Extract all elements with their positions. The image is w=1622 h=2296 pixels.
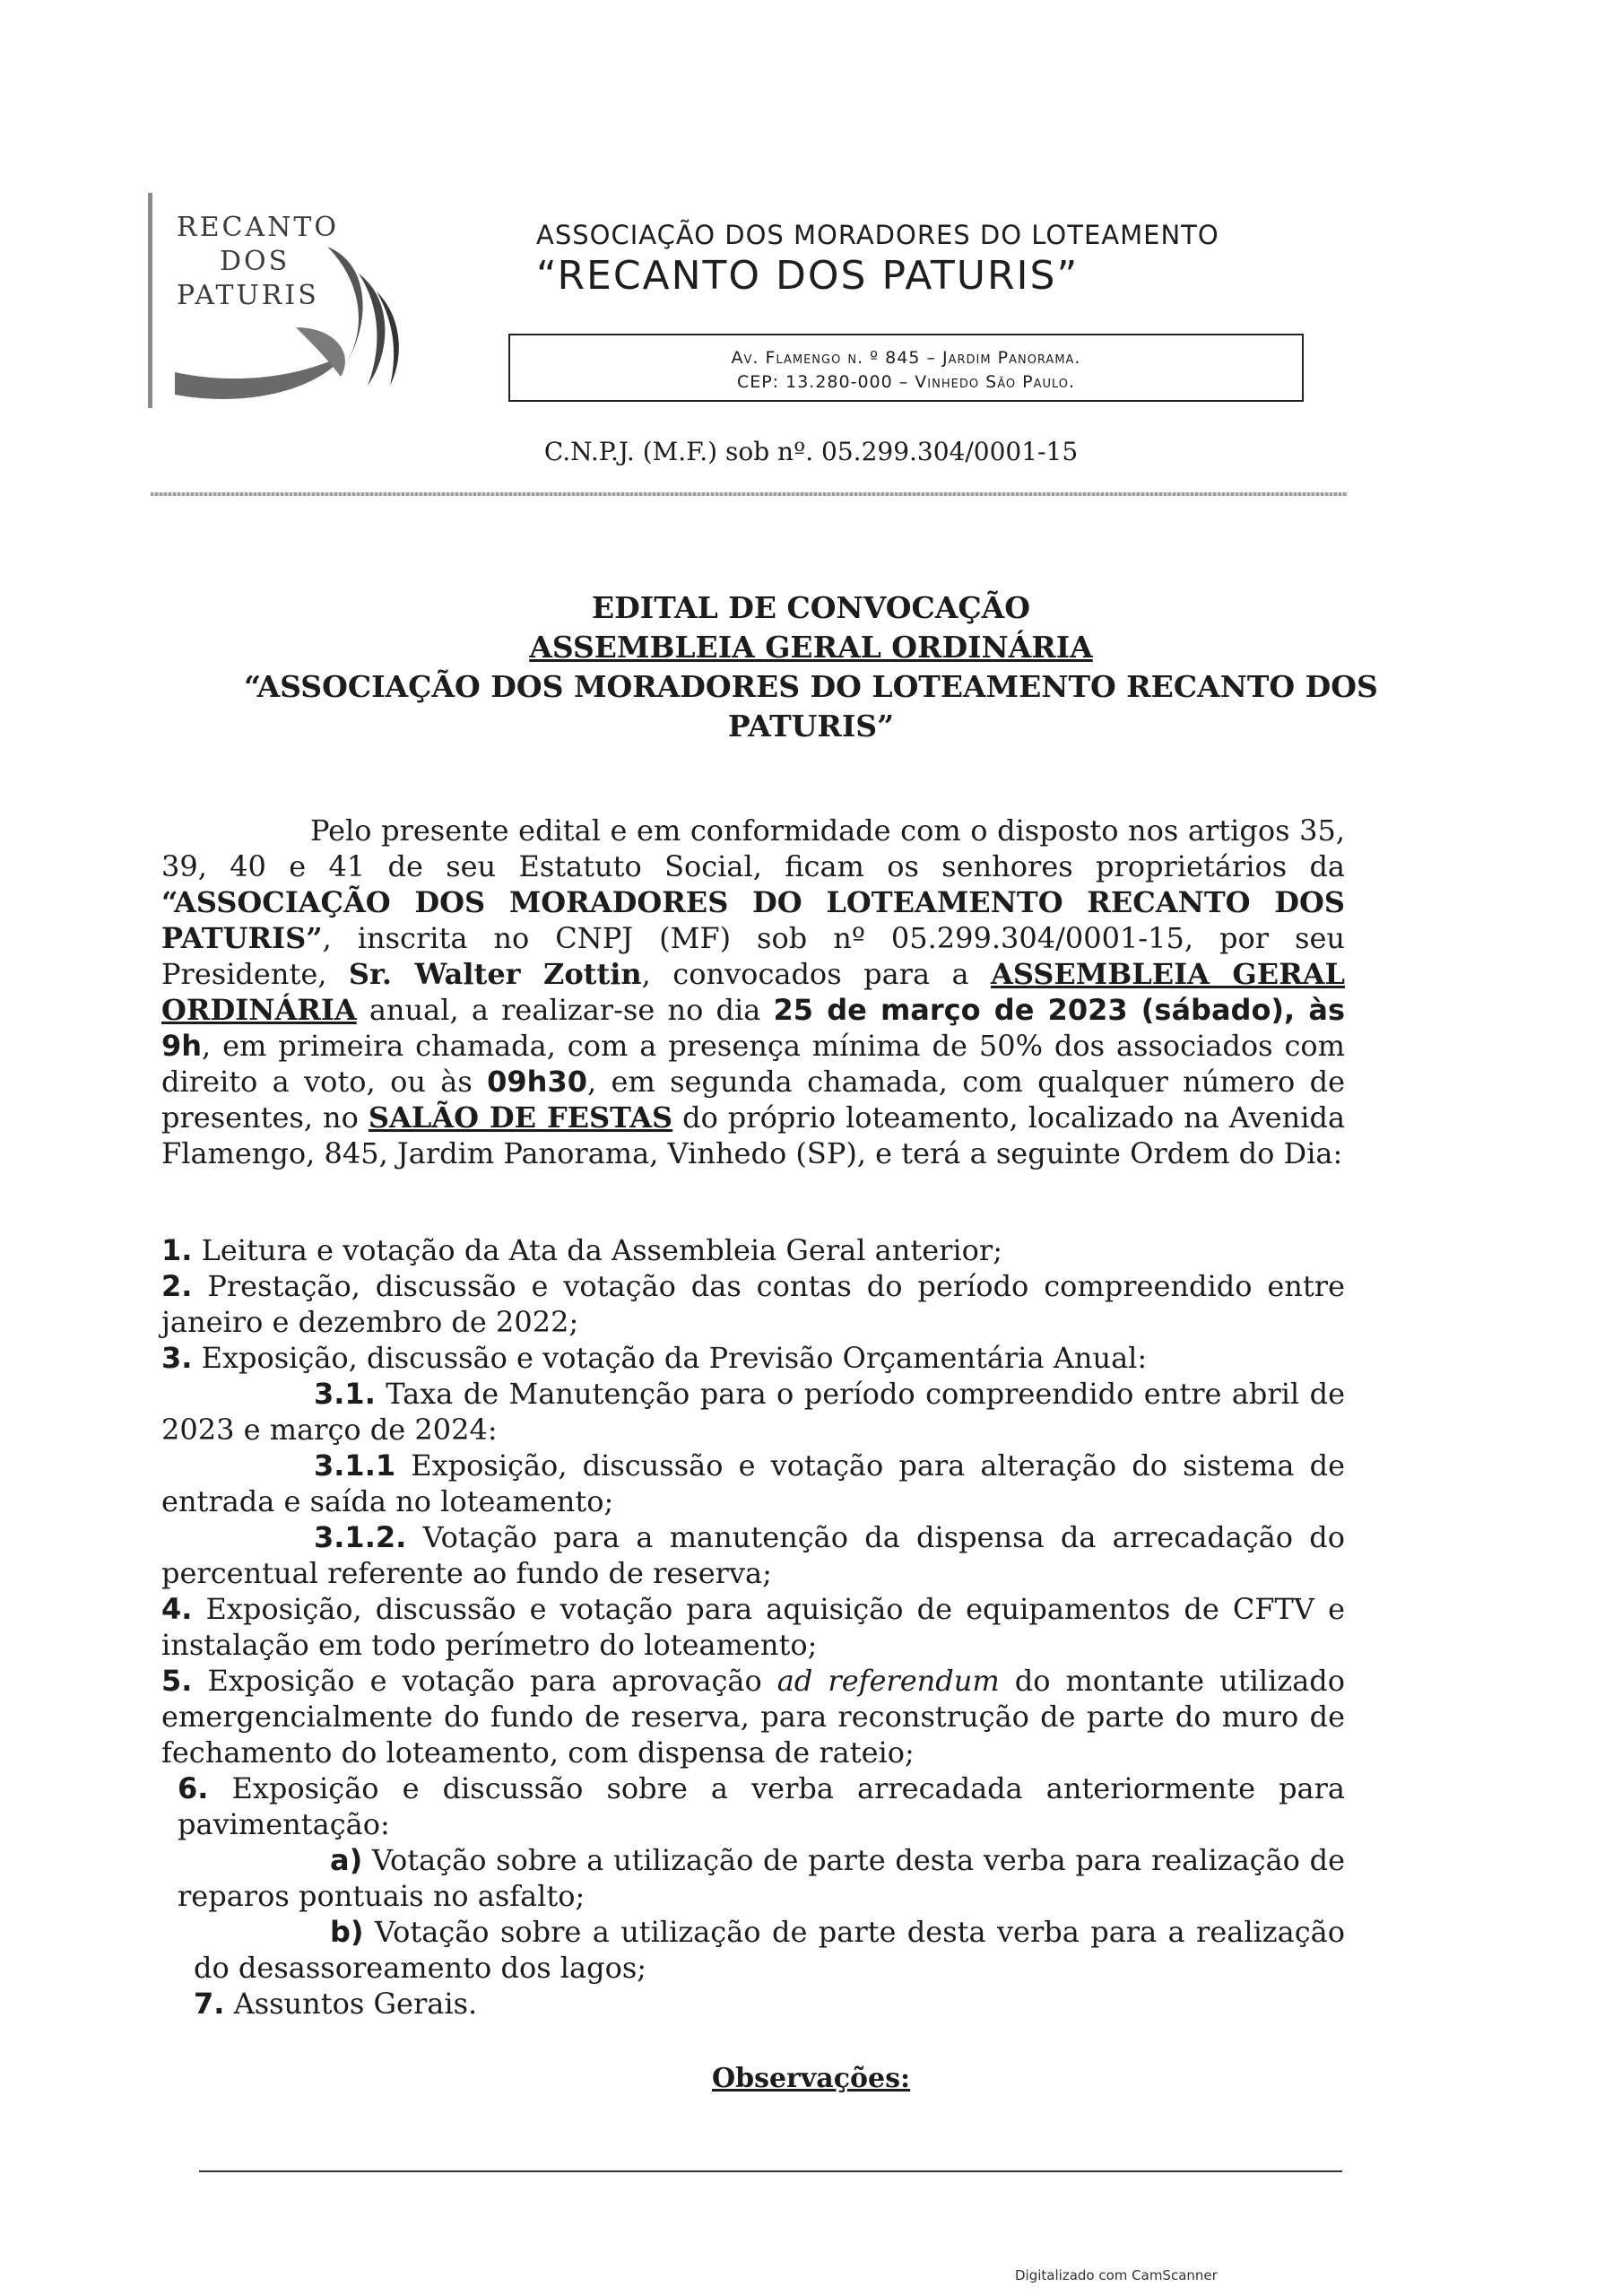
footer-divider xyxy=(199,2170,1342,2172)
logo-text-line2: DOS xyxy=(220,246,291,277)
agenda-item-2: 2. Prestação, discussão e votação das contas do período compreendido entre janeiro e dezembro de 2022; xyxy=(161,1269,1345,1339)
association-logo xyxy=(148,193,435,408)
document-title: EDITAL DE CONVOCAÇÃO xyxy=(592,590,1030,625)
header-divider xyxy=(151,492,1348,496)
intro-text-2: , inscrita no CNPJ (MF) sob nº 05.299.304/0001-15, por seu Presidente, xyxy=(161,921,1345,991)
address-line1: Av. Flamengo n. º 845 – Jardim Panorama. xyxy=(731,348,1081,368)
intro-text-7: do próprio loteamento, localizado na Avenida Flamengo, 845, Jardim Panorama, Vinhedo (SP), e terá a seguinte Ordem do Dia: xyxy=(161,1100,1346,1170)
observations-heading: Observações: xyxy=(711,2063,911,2094)
agenda-item-6: 6. Exposição e discussão sobre a verba arrecadada anteriormente para pavimentação: xyxy=(178,1771,1345,1841)
intro-text-1: Pelo presente edital e em conformidade com o disposto nos artigos 35, 39, 40 e 41 de seu Estatuto Social, ficam os senhores proprietários da xyxy=(161,813,1345,883)
association-name: “RECANTO DOS PATURIS” xyxy=(536,253,1080,299)
association-title-line1: “ASSOCIAÇÃO DOS MORADORES DO LOTEAMENTO RECANTO DOS xyxy=(244,669,1378,704)
agenda-item-1: 1. Leitura e votação da Ata da Assembleia Geral anterior; xyxy=(161,1233,1002,1267)
agenda-item-7: 7. Assuntos Gerais. xyxy=(194,1987,478,2021)
intro-association-name: “ASSOCIAÇÃO DOS MORADORES DO LOTEAMENTO RECANTO DOS PATURIS” xyxy=(161,885,1345,955)
address-line2: CEP: 13.280-000 – Vinhedo São Paulo. xyxy=(736,372,1076,392)
agenda-item-3-1: 3.1. Taxa de Manutenção para o período compreendido entre abril de 2023 e março de 2024: xyxy=(161,1377,1345,1447)
intro-text-4: anual, a realizar-se no dia xyxy=(356,993,774,1027)
logo-text-line3: PATURIS xyxy=(177,280,319,311)
assembly-title: ASSEMBLEIA GERAL ORDINÁRIA xyxy=(529,630,1093,665)
intro-second-call-time: 09h30 xyxy=(487,1065,587,1099)
intro-president-name: Sr. Walter Zottin xyxy=(348,957,642,991)
association-title-line2: PATURIS” xyxy=(727,709,895,744)
intro-text-6: , em segunda chamada, com qualquer número de presentes, no xyxy=(161,1065,1346,1135)
agenda-item-5: 5. Exposição e votação para aprovação ad referendum do montante utilizado emergencialmente do fundo de reserva, para reconstrução de parte do muro de fechamento do loteamento, com dispensa de rateio; xyxy=(161,1664,1346,1770)
intro-date-time: 25 de março de 2023 (sábado), às 9h xyxy=(161,993,1345,1063)
agenda-item-4: 4. Exposição, discussão e votação para aquisição de equipamentos de CFTV e instalação em todo perímetro do loteamento; xyxy=(161,1592,1345,1662)
cnpj-line: C.N.P.J. (M.F.) sob nº. 05.299.304/0001-15 xyxy=(543,437,1079,466)
agenda-item-6-b: b) Votação sobre a utilização de parte desta verba para a realização do desassoreamento dos lagos; xyxy=(194,1915,1345,1985)
ad-referendum-term: ad referendum xyxy=(776,1664,1000,1698)
agenda-item-3-1-2: 3.1.2. Votação para a manutenção da dispensa da arrecadação do percentual referente ao fundo de reserva; xyxy=(161,1520,1345,1590)
bird-emblem-icon xyxy=(148,193,435,408)
intro-venue: SALÃO DE FESTAS xyxy=(368,1100,673,1135)
agenda-item-3: 3. Exposição, discussão e votação da Previsão Orçamentária Anual: xyxy=(161,1341,1148,1375)
intro-paragraph xyxy=(161,813,1345,1171)
agenda-item-3-1-1: 3.1.1 Exposição, discussão e votação para alteração do sistema de entrada e saída no loteamento; xyxy=(161,1448,1345,1518)
intro-assembly-type: ASSEMBLEIA GERAL ORDINÁRIA xyxy=(161,957,1346,1027)
association-header-line: ASSOCIAÇÃO DOS MORADORES DO LOTEAMENTO xyxy=(536,220,1219,250)
logo-text-line1: RECANTO xyxy=(177,212,339,243)
intro-text-5: , em primeira chamada, com a presença mínima de 50% dos associados com direito a voto, ou às xyxy=(161,1029,1345,1099)
camscanner-watermark: Digitalizado com CamScanner xyxy=(1015,2267,1218,2283)
agenda-item-6-a: a) Votação sobre a utilização de parte desta verba para realização de reparos pontuais no asfalto; xyxy=(178,1843,1345,1913)
intro-text-3: , convocados para a xyxy=(641,957,992,991)
address-box xyxy=(508,334,1304,402)
